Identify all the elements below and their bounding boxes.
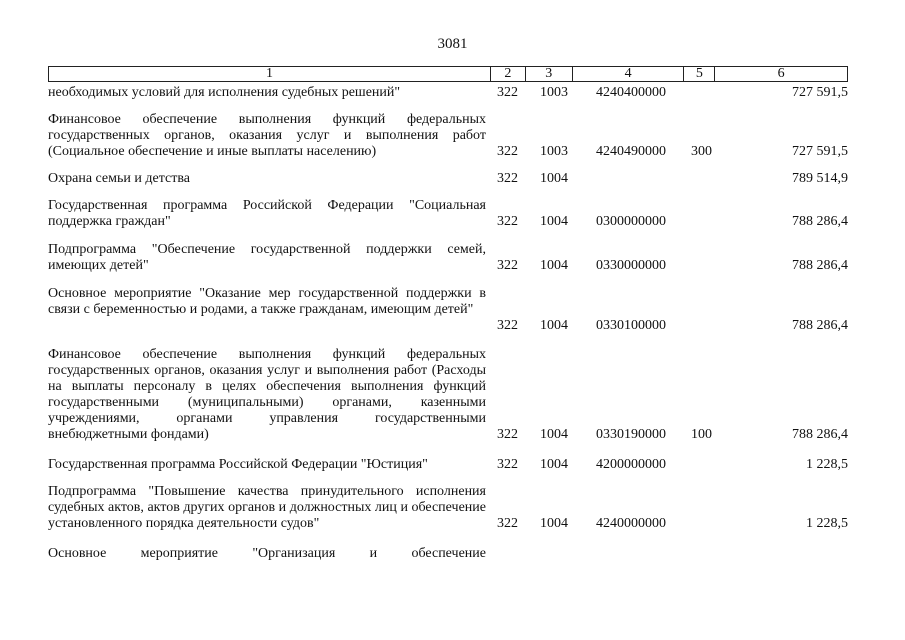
row-chapter: 322 (497, 258, 518, 273)
row-section: 1003 (540, 144, 568, 159)
row-target-code: 4200000000 (596, 457, 666, 472)
header-col-6: 6 (714, 67, 847, 81)
table-row (48, 171, 848, 187)
row-amount: 788 286,4 (792, 258, 848, 273)
table-row (48, 112, 848, 160)
row-amount: 727 591,5 (792, 85, 848, 100)
row-target-code: 0330000000 (596, 258, 666, 273)
table-row (48, 347, 848, 443)
row-expense-type: 300 (691, 144, 712, 159)
row-target-code: 4240400000 (596, 85, 666, 100)
row-description: Подпрограмма "Повышение качества принудительного исполнения судебных актов, актов других органов и должностных лиц и обеспечение установленного порядка деятельности судов" (48, 484, 486, 531)
row-amount: 727 591,5 (792, 144, 848, 159)
row-section: 1004 (540, 318, 568, 333)
header-col-3: 3 (525, 67, 572, 81)
row-chapter: 322 (497, 318, 518, 333)
table-row (48, 457, 848, 473)
row-chapter: 322 (497, 214, 518, 229)
row-description: Финансовое обеспечение выполнения функций федеральных государственных органов, оказания услуг и выполнения работ (Расходы на выплаты персоналу в целях обеспечения выполнения функций государственными (муниципальными) органами, казенными учреждениями, органами управления государственными внебюджетными фондами) (48, 347, 486, 442)
header-col-5: 5 (683, 67, 714, 81)
header-col-2: 2 (490, 67, 525, 81)
row-section: 1004 (540, 214, 568, 229)
row-description: Государственная программа Российской Федерации "Юстиция" (48, 457, 428, 472)
row-description: необходимых условий для исполнения судебных решений" (48, 85, 401, 100)
row-chapter: 322 (497, 457, 518, 472)
page-number: 3081 (437, 36, 468, 52)
row-section: 1004 (540, 516, 568, 531)
row-section: 1004 (540, 171, 568, 186)
row-target-code: 0330190000 (596, 427, 666, 442)
row-target-code: 4240490000 (596, 144, 666, 159)
header-col-4: 4 (572, 67, 684, 81)
header-col-1: 1 (265, 66, 273, 81)
row-amount: 788 286,4 (792, 427, 848, 442)
row-description: Основное мероприятие "Оказание мер государственной поддержки в связи с беременностью и родами, а также гражданам, имеющим детей" (48, 286, 486, 317)
row-description: Подпрограмма "Обеспечение государственной поддержки семей, имеющих детей" (48, 242, 486, 273)
row-expense-type: 100 (691, 427, 712, 442)
row-description: Охрана семьи и детства (48, 171, 190, 186)
table-row (48, 85, 848, 101)
row-section: 1003 (540, 85, 568, 100)
row-target-code: 0330100000 (596, 318, 666, 333)
table-header (48, 66, 848, 82)
row-target-code: 0300000000 (596, 214, 666, 229)
row-target-code: 4240000000 (596, 516, 666, 531)
row-chapter: 322 (497, 171, 518, 186)
row-section: 1004 (540, 427, 568, 442)
row-chapter: 322 (497, 85, 518, 100)
table-row (48, 242, 848, 274)
row-description: Основное мероприятие "Организация и обеспечение (48, 546, 486, 561)
row-chapter: 322 (497, 427, 518, 442)
row-chapter: 322 (497, 516, 518, 531)
row-amount: 788 286,4 (792, 318, 848, 333)
table-row (48, 198, 848, 230)
row-chapter: 322 (497, 144, 518, 159)
row-amount: 789 514,9 (792, 171, 848, 186)
row-section: 1004 (540, 457, 568, 472)
row-amount: 788 286,4 (792, 214, 848, 229)
row-amount: 1 228,5 (806, 516, 848, 531)
table-row (48, 546, 848, 562)
row-description: Государственная программа Российской Федерации "Социальная поддержка граждан" (48, 198, 486, 229)
table-row (48, 484, 848, 532)
table-row (48, 286, 848, 334)
row-description: Финансовое обеспечение выполнения функций федеральных государственных органов, оказания услуг и выполнения работ (Социальное обеспечение и иные выплаты населению) (48, 112, 486, 159)
row-amount: 1 228,5 (806, 457, 848, 472)
row-section: 1004 (540, 258, 568, 273)
